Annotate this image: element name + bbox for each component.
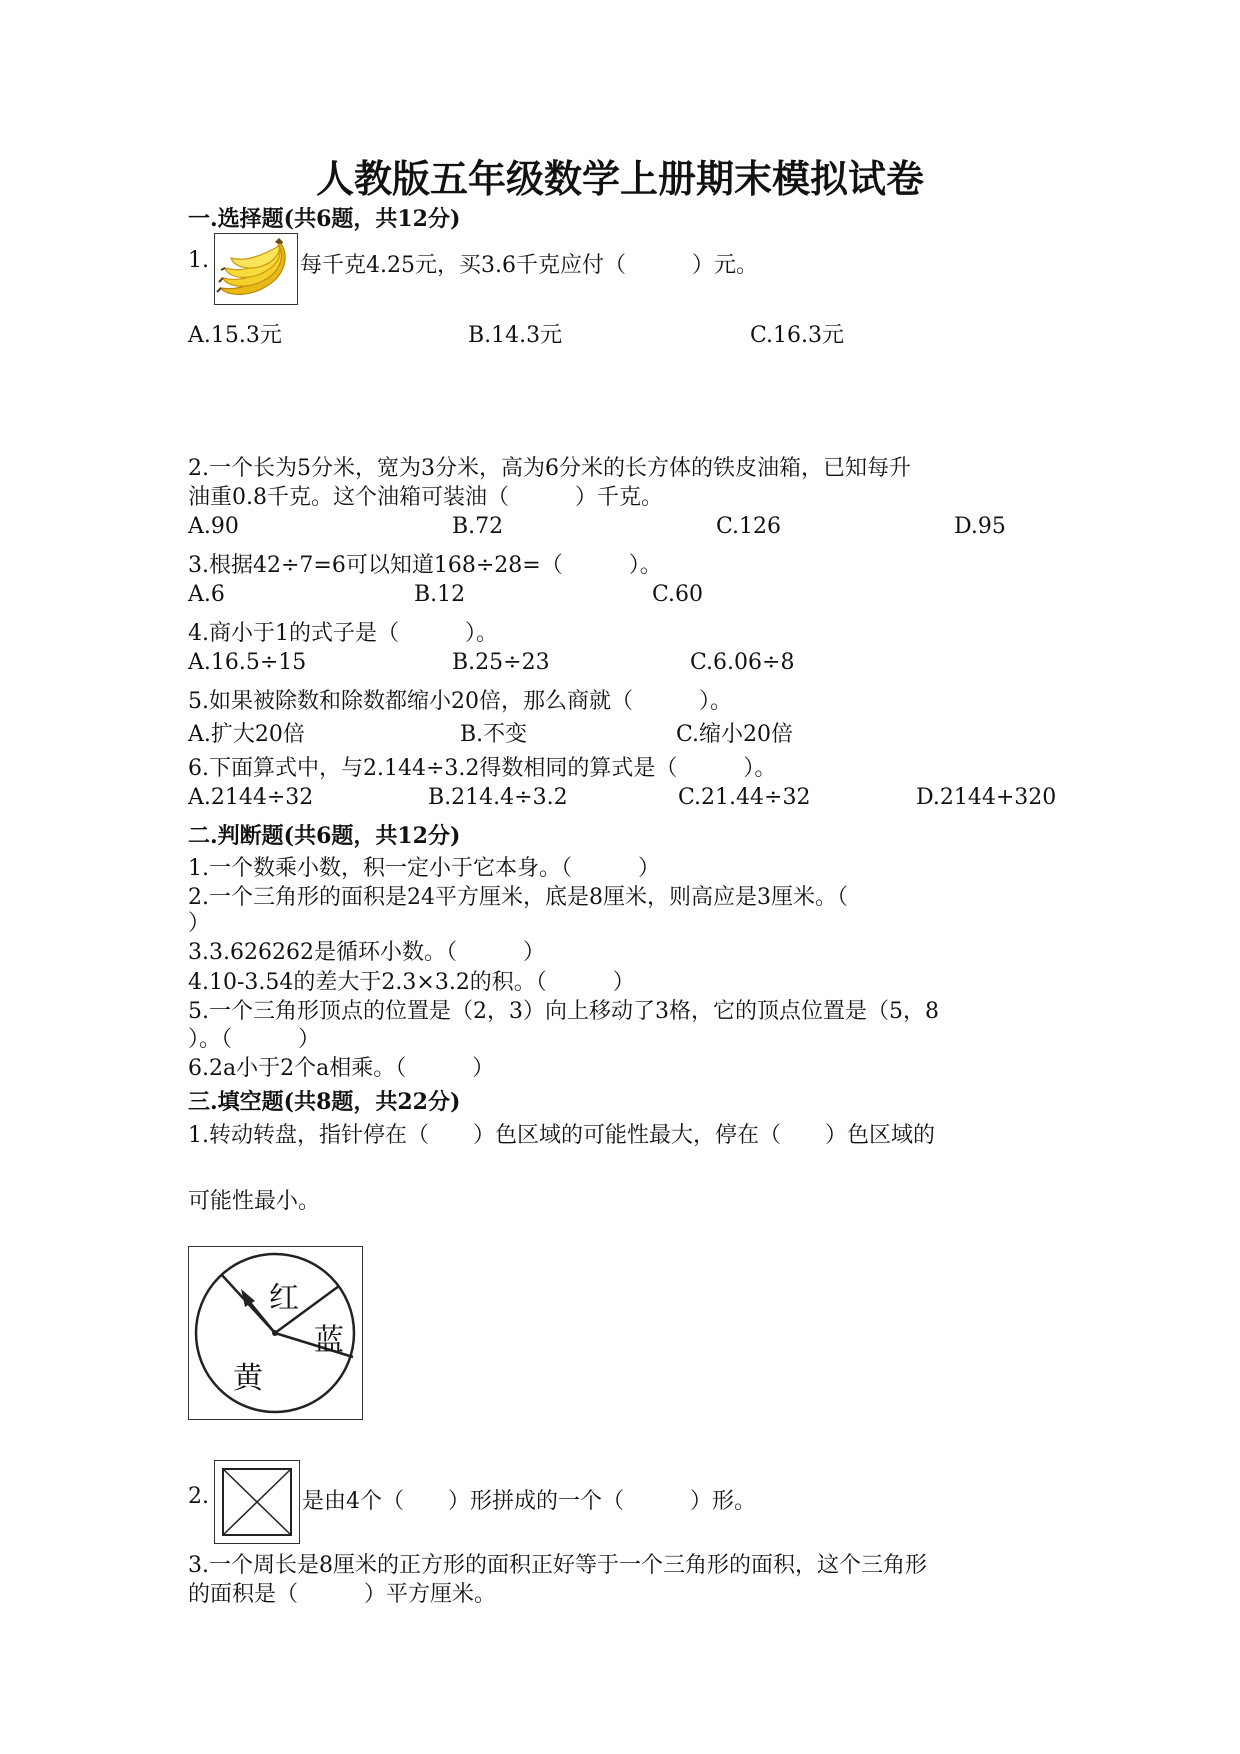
option-b: B.25÷23 <box>452 650 550 675</box>
judgement-item: ） <box>188 911 211 936</box>
section-heading-judgement: 二.判断题(共6题，共12分) <box>188 823 461 849</box>
option-b: B.72 <box>452 514 504 539</box>
question-text: 每千克4.25元，买3.6千克应付（ ）元。 <box>300 253 758 278</box>
question-text: 可能性最小。 <box>188 1189 321 1214</box>
question-text: 3.一个周长是8厘米的正方形的面积正好等于一个三角形的面积，这个三角形 <box>188 1553 927 1578</box>
option-b: B.12 <box>414 582 466 607</box>
banana-image <box>214 233 298 305</box>
option-c: C.126 <box>716 514 782 539</box>
option-a: A.90 <box>188 514 239 539</box>
spinner-figure <box>188 1246 363 1420</box>
judgement-item: 1.一个数乘小数，积一定小于它本身。（ ） <box>188 856 660 881</box>
square-with-diagonals-icon <box>215 1461 299 1543</box>
judgement-item: 4.10-3.54的差大于2.3×3.2的积。（ ） <box>188 970 635 995</box>
option-a: A.扩大20倍 <box>188 722 305 747</box>
question-text: 2.一个长为5分米，宽为3分米，高为6分米的长方体的铁皮油箱，已知每升 <box>188 456 911 481</box>
option-b: B.不变 <box>460 722 528 747</box>
option-a: A.15.3元 <box>188 323 282 348</box>
option-a: A.6 <box>188 582 225 607</box>
option-a: A.16.5÷15 <box>188 650 307 675</box>
question-number: 1. <box>188 248 209 273</box>
question-text: 的面积是（ ）平方厘米。 <box>188 1582 497 1607</box>
option-d: D.95 <box>954 514 1006 539</box>
section-heading-choice: 一.选择题(共6题，共12分) <box>188 206 461 232</box>
option-a: A.2144÷32 <box>188 785 314 810</box>
judgement-item: 5.一个三角形顶点的位置是（2，3）向上移动了3格，它的顶点位置是（5，8 <box>188 999 939 1024</box>
option-c: C.缩小20倍 <box>676 722 794 747</box>
question-text: 1.转动转盘，指针停在（ ）色区域的可能性最大，停在（ ）色区域的 <box>188 1123 935 1148</box>
option-c: C.60 <box>652 582 704 607</box>
option-c: C.21.44÷32 <box>678 785 811 810</box>
option-c: C.6.06÷8 <box>690 650 795 675</box>
question-text: 4.商小于1的式子是（ ）。 <box>188 621 498 646</box>
section-heading-fill: 三.填空题(共8题，共22分) <box>188 1089 461 1115</box>
square-figure <box>214 1460 300 1544</box>
page-title: 人教版五年级数学上册期末模拟试卷 <box>315 156 924 201</box>
judgement-item: 2.一个三角形的面积是24平方厘米，底是8厘米，则高应是3厘米。（ <box>188 885 848 910</box>
option-b: B.14.3元 <box>468 323 563 348</box>
option-b: B.214.4÷3.2 <box>428 785 568 810</box>
question-text: 6.下面算式中，与2.144÷3.2得数相同的算式是（ ）。 <box>188 756 777 781</box>
judgement-item: 6.2a小于2个a相乘。（ ） <box>188 1056 495 1081</box>
option-c: C.16.3元 <box>750 323 845 348</box>
question-text: 油重0.8千克。这个油箱可装油（ ）千克。 <box>188 485 663 510</box>
judgement-item: 3.3.626262是循环小数。（ ） <box>188 940 545 965</box>
question-number: 2. <box>188 1484 209 1509</box>
option-d: D.2144+320 <box>916 785 1057 810</box>
question-text: 3.根据42÷7=6可以知道168÷28=（ ）。 <box>188 553 662 578</box>
judgement-item: ）。（ ） <box>188 1027 321 1052</box>
question-text: 是由4个（ ）形拼成的一个（ ）形。 <box>302 1489 756 1514</box>
question-text: 5.如果被除数和除数都缩小20倍，那么商就（ ）。 <box>188 689 732 714</box>
spinner-label-blue: 蓝 <box>314 1323 344 1358</box>
banana-icon <box>215 234 297 304</box>
spinner-label-red: 红 <box>269 1281 299 1316</box>
spinner-label-yellow: 黄 <box>233 1361 263 1396</box>
